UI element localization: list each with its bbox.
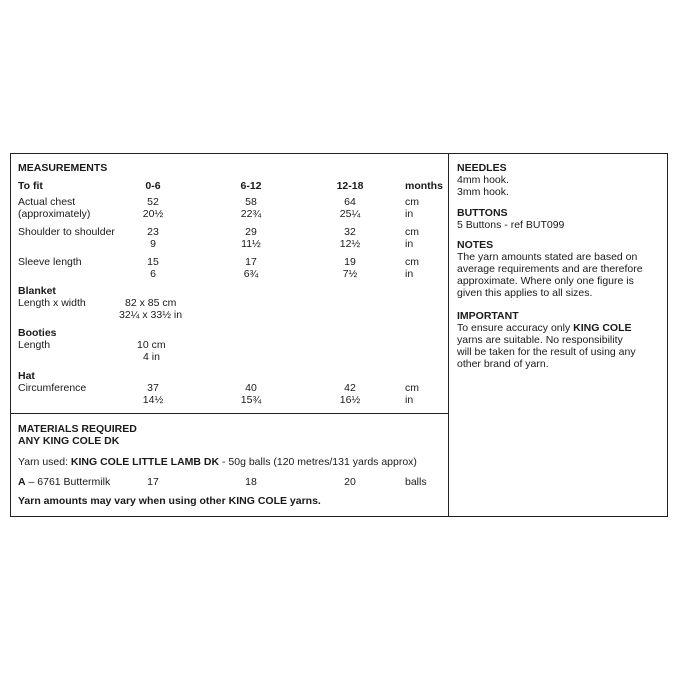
hat-in-0-6: 14½ <box>142 394 164 406</box>
note-brand: KING COLE <box>228 495 287 507</box>
amount-6-12: 18 <box>245 476 257 488</box>
important-line-3: will be taken for the result of using any <box>457 346 636 358</box>
yarn-name: KING COLE LITTLE LAMB DK <box>70 456 220 468</box>
actual-chest-sublabel: (approximately) <box>18 208 91 220</box>
notes-heading: NOTES <box>457 239 494 251</box>
chest-cm-0-6: 52 <box>147 196 159 208</box>
chest-cm-12-18: 64 <box>344 196 356 208</box>
booties-heading: Booties <box>18 327 57 339</box>
booties-label: Length <box>18 339 51 351</box>
size-12-18: 12-18 <box>336 180 364 192</box>
unit-cm: cm <box>405 226 419 238</box>
sleeve-label: Sleeve length <box>18 256 82 268</box>
unit-cm: cm <box>405 256 419 268</box>
amount-0-6: 17 <box>147 476 159 488</box>
unit-in: in <box>405 208 414 220</box>
size-0-6: 0-6 <box>145 180 161 192</box>
column-divider <box>448 153 449 517</box>
shade-name: – 6761 Buttermilk <box>25 476 111 488</box>
shoulder-label: Shoulder to shoulder <box>18 226 115 238</box>
to-fit-label: To fit <box>18 180 43 192</box>
sleeve-in-6-12: 6¾ <box>243 268 259 280</box>
buttons-text: 5 Buttons - ref BUT099 <box>457 219 565 231</box>
booties-cm: 10 cm <box>137 339 166 351</box>
shoulder-in-0-6: 9 <box>150 238 156 250</box>
hat-heading: Hat <box>18 370 35 382</box>
important-line-4: other brand of yarn. <box>457 358 549 370</box>
size-unit: months <box>405 180 443 192</box>
actual-chest-label: Actual chest <box>18 196 76 208</box>
shoulder-cm-6-12: 29 <box>245 226 257 238</box>
blanket-in: 32¼ x 33½ in <box>119 309 183 321</box>
needles-line-2: 3mm hook. <box>457 186 509 198</box>
sleeve-cm-0-6: 15 <box>147 256 159 268</box>
hat-label: Circumference <box>18 382 87 394</box>
chest-in-0-6: 20½ <box>142 208 164 220</box>
yarn-used-line <box>18 456 417 468</box>
amount-12-18: 20 <box>344 476 356 488</box>
section-divider <box>10 413 449 414</box>
unit-cm: cm <box>405 382 419 394</box>
blanket-cm: 82 x 85 cm <box>125 297 177 309</box>
shoulder-in-12-18: 12½ <box>339 238 361 250</box>
sleeve-in-0-6: 6 <box>150 268 156 280</box>
materials-heading: MATERIALS REQUIRED <box>18 423 137 435</box>
shade-code: A <box>18 476 26 488</box>
amount-unit: balls <box>405 476 427 488</box>
yarn-variation-note <box>18 495 321 507</box>
hat-in-12-18: 16½ <box>339 394 361 406</box>
notes-line-3: approximate. Where only one figure is <box>457 275 634 287</box>
important-prefix: To ensure accuracy only <box>457 322 574 334</box>
important-line-1 <box>457 322 662 334</box>
notes-line-4: given this applies to all sizes. <box>457 287 593 299</box>
notes-line-2: average requirements and are therefore <box>457 263 643 275</box>
hat-cm-12-18: 42 <box>344 382 356 394</box>
blanket-heading: Blanket <box>18 285 56 297</box>
unit-cm: cm <box>405 196 419 208</box>
unit-in: in <box>405 238 414 250</box>
sleeve-in-12-18: 7½ <box>342 268 358 280</box>
chest-in-12-18: 25¼ <box>339 208 361 220</box>
materials-subheading: ANY KING COLE DK <box>18 435 120 447</box>
notes-line-1: The yarn amounts stated are based on <box>457 251 638 263</box>
size-6-12: 6-12 <box>240 180 262 192</box>
shoulder-cm-0-6: 23 <box>147 226 159 238</box>
sleeve-cm-12-18: 19 <box>344 256 356 268</box>
note-prefix: Yarn amounts may vary when using other <box>18 495 229 507</box>
shade-line <box>18 476 110 488</box>
unit-in: in <box>405 268 414 280</box>
buttons-heading: BUTTONS <box>457 207 508 219</box>
chest-in-6-12: 22¾ <box>240 208 262 220</box>
needles-line-1: 4mm hook. <box>457 174 509 186</box>
hat-cm-6-12: 40 <box>245 382 257 394</box>
hat-cm-0-6: 37 <box>147 382 159 394</box>
hat-in-6-12: 15¾ <box>240 394 262 406</box>
important-brand: KING COLE <box>573 322 632 334</box>
booties-in: 4 in <box>143 351 160 363</box>
shoulder-in-6-12: 11½ <box>241 238 261 250</box>
measurements-heading: MEASUREMENTS <box>18 162 108 174</box>
shoulder-cm-12-18: 32 <box>344 226 356 238</box>
important-heading: IMPORTANT <box>457 310 519 322</box>
blanket-label: Length x width <box>18 297 86 309</box>
unit-in: in <box>405 394 414 406</box>
chest-cm-6-12: 58 <box>245 196 257 208</box>
note-suffix: yarns. <box>287 495 321 507</box>
important-line-2: yarns are suitable. No responsibility <box>457 334 623 346</box>
sleeve-cm-6-12: 17 <box>245 256 257 268</box>
yarn-used-prefix: Yarn used: <box>18 456 71 468</box>
yarn-suffix: - 50g balls (120 metres/131 yards approx) <box>219 456 417 468</box>
needles-heading: NEEDLES <box>457 162 507 174</box>
